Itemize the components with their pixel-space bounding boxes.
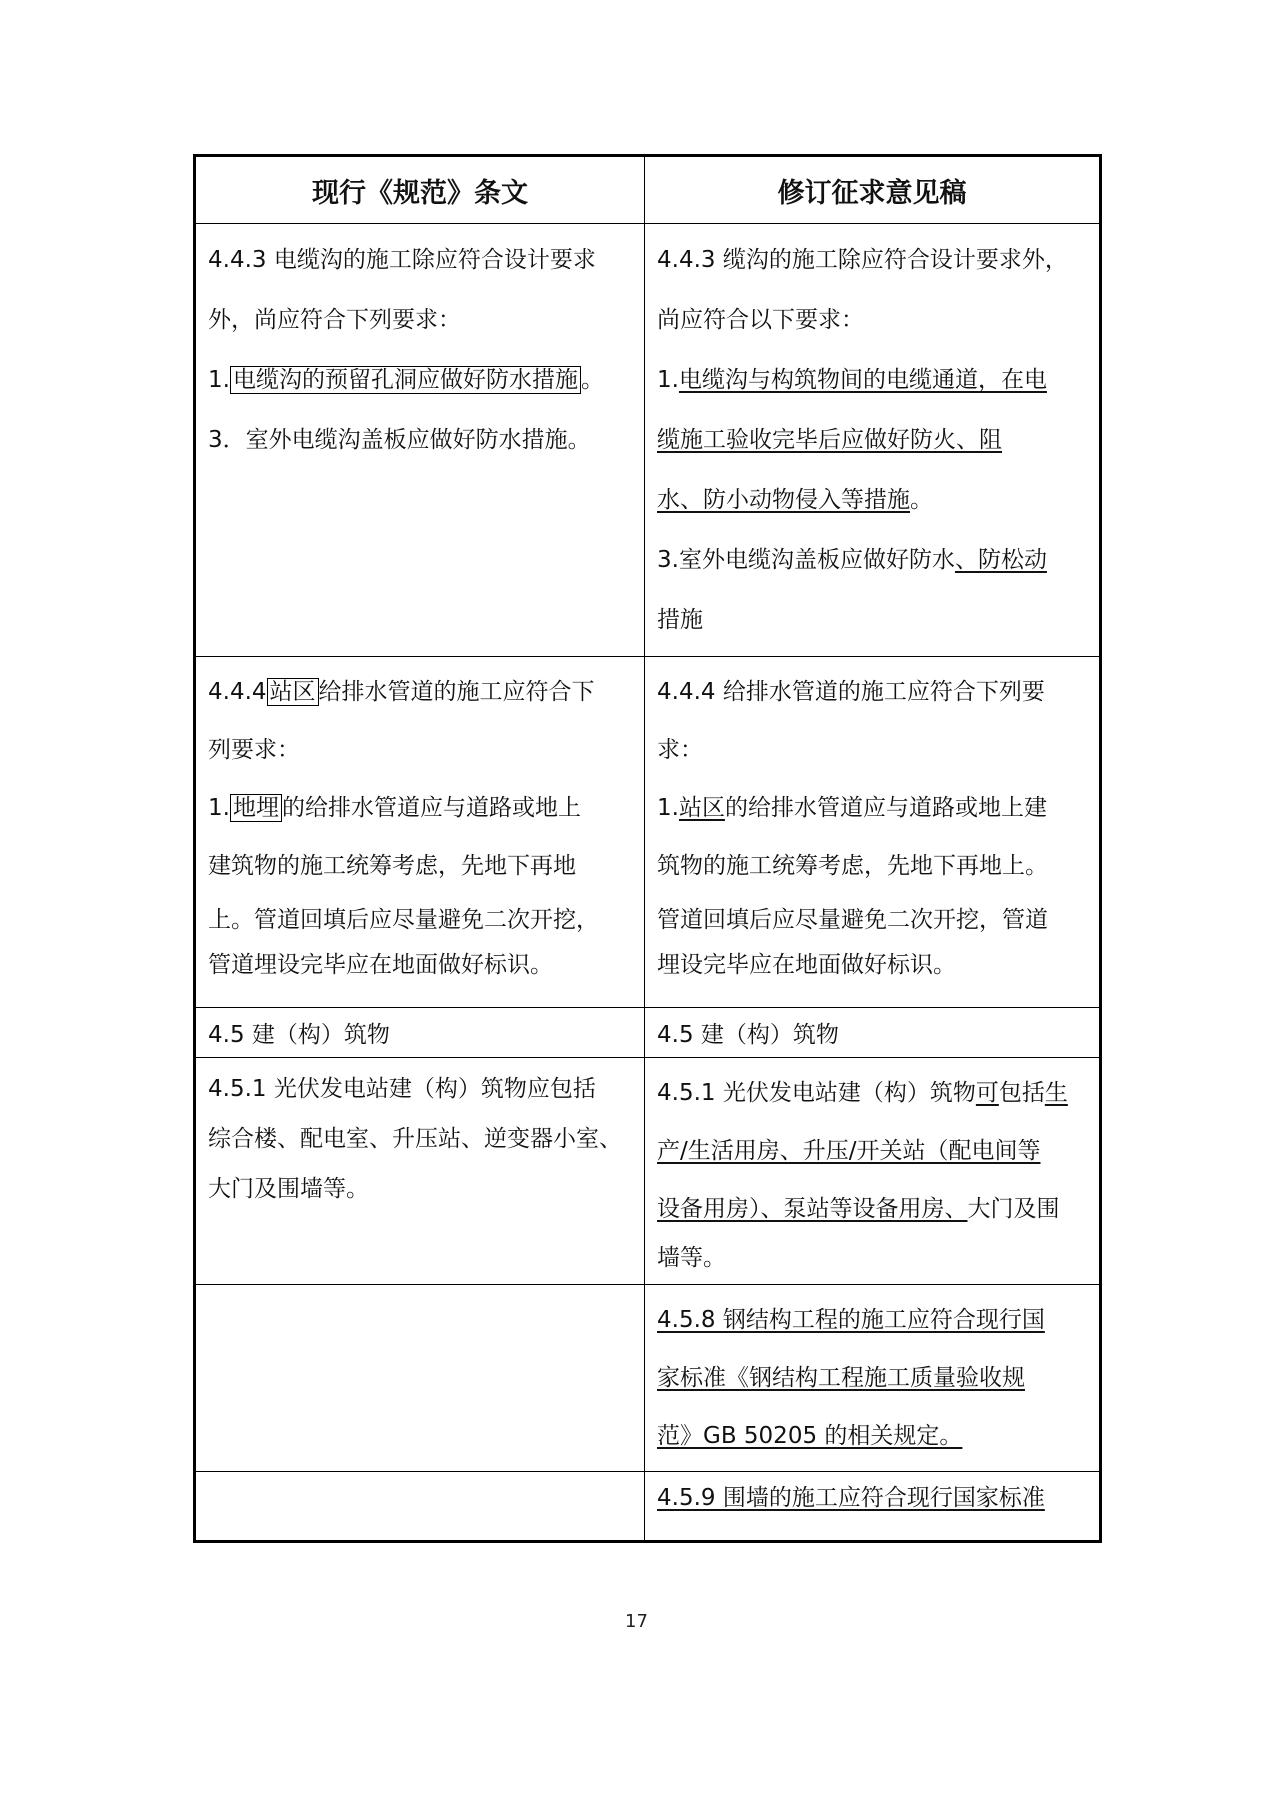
underlined-added-text: 缆施工验收完毕后应做好防火、阻 [657,427,1002,453]
table-row [195,224,1101,657]
page-number: 17 [625,1611,648,1632]
text-span: 4.5.1 光伏发电站建（构）筑物 [657,1080,976,1106]
underlined-added-text: 水、防小动物侵入等措施 [657,487,910,513]
table-row [195,657,1101,1008]
underlined-added-text: 可 [975,1080,999,1106]
table-row [195,1285,1101,1472]
cell-revised-4-4-3 [645,224,1101,657]
underlined-added-text: 、防松动 [954,547,1047,573]
text-line: 管道回填后应尽量避免二次开挖，管道 [657,907,1048,933]
item-number: 1. [208,795,230,821]
underlined-added-text: 电缆沟与构筑物间的电缆通道，在电 [678,367,1047,393]
table-row [195,1008,1101,1058]
text-line: 4.4.4 给排水管道的施工应符合下列要 [657,679,1045,705]
underlined-added-text: 家标准《钢结构工程施工质量验收规 [657,1365,1025,1391]
punctuation: 。 [580,367,604,393]
text-line [657,1064,1089,1122]
text-line: 4.4.3 缆沟的施工除应符合设计要求外， [657,247,1068,273]
text-line: 求： [657,737,703,763]
text-line: 大门及围墙等。 [208,1176,369,1202]
text-line: 综合楼、配电室、升压站、逆变器小室、 [208,1126,622,1152]
text-line [657,350,1089,410]
text-line [657,779,1089,837]
text-line: 4.5.1 光伏发电站建（构）筑物应包括 [208,1076,596,1102]
item-number: 1. [657,795,679,821]
boxed-deleted-text: 电缆沟的预留孔洞应做好防水措施 [230,366,581,394]
clause-number: 4.4.4 [208,679,267,705]
text-line: 4.4.3 电缆沟的施工除应符合设计要求 [208,247,596,273]
text-line [657,530,1089,590]
text-line: 墙等。 [657,1245,726,1271]
text-line [208,779,634,837]
cell-revised-4-5: 4.5 建（构）筑物 [645,1008,1101,1058]
underlined-added-text: 生 [1044,1080,1068,1106]
cell-revised-4-4-4 [645,657,1101,1008]
text-line: 列要求： [208,737,300,763]
cell-current-4-5-1 [195,1058,645,1285]
underlined-added-text: 设备用房）、泵站等设备用房、 [657,1196,968,1222]
text-line [208,663,634,721]
text-line [657,470,1089,530]
text-line: 外，尚应符合下列要求： [208,307,461,333]
text-line: 3．室外电缆沟盖板应做好防水措施。 [208,427,591,453]
underlined-added-text: 产/生活用房、升压/开关站（配电间等 [657,1138,1041,1164]
table-header-row [195,156,1101,224]
text-span: 给排水管道的施工应符合下 [318,679,595,705]
text-line: 埋设完毕应在地面做好标识。 [657,952,956,978]
text-span: 大门及围 [967,1196,1060,1222]
boxed-deleted-text: 站区 [267,678,319,706]
text-line: 措施 [657,607,703,633]
cell-current-4-4-4 [195,657,645,1008]
text-line: 筑物的施工统筹考虑，先地下再地上。 [657,853,1048,879]
text-line: 尚应符合以下要求： [657,307,864,333]
cell-current-4-5: 4.5 建（构）筑物 [195,1008,645,1058]
cell-revised-4-5-1 [645,1058,1101,1285]
punctuation: 。 [910,487,933,513]
text-span: 的给排水管道应与道路或地上 [281,795,581,821]
header-revised-draft: 修订征求意见稿 [645,156,1101,224]
item-number: 1. [657,367,679,393]
cell-current-4-5-8 [195,1285,645,1472]
text-span: 3.室外电缆沟盖板应做好防水 [657,547,955,573]
cell-revised-4-5-9 [645,1472,1101,1542]
text-line: 管道埋设完毕应在地面做好标识。 [208,952,553,978]
underlined-added-text: 4.5.9 围墙的施工应符合现行国家标准 [657,1485,1045,1511]
header-current-clause: 现行《规范》条文 [195,156,645,224]
comparison-table [193,154,1102,1543]
table-row [195,1058,1101,1285]
underlined-added-text: 范》GB 50205 的相关规定。 [657,1423,963,1449]
table-row [195,1472,1101,1542]
text-line [657,1180,1089,1238]
underlined-added-text: 站区 [678,795,725,821]
underlined-added-text: 4.5.8 钢结构工程的施工应符合现行国 [657,1307,1045,1333]
text-line [657,1122,1089,1180]
boxed-deleted-text: 地埋 [230,794,282,822]
text-span: 包括 [998,1080,1045,1106]
text-line: 上。管道回填后应尽量避免二次开挖， [208,907,599,933]
text-line: 建筑物的施工统筹考虑，先地下再地 [208,853,576,879]
text-span: 的给排水管道应与道路或地上建 [724,795,1047,821]
cell-current-4-5-9 [195,1472,645,1542]
cell-revised-4-5-8 [645,1285,1101,1472]
cell-current-4-4-3 [195,224,645,657]
text-line [657,410,1089,470]
text-line [208,350,634,410]
item-number: 1. [208,367,230,393]
